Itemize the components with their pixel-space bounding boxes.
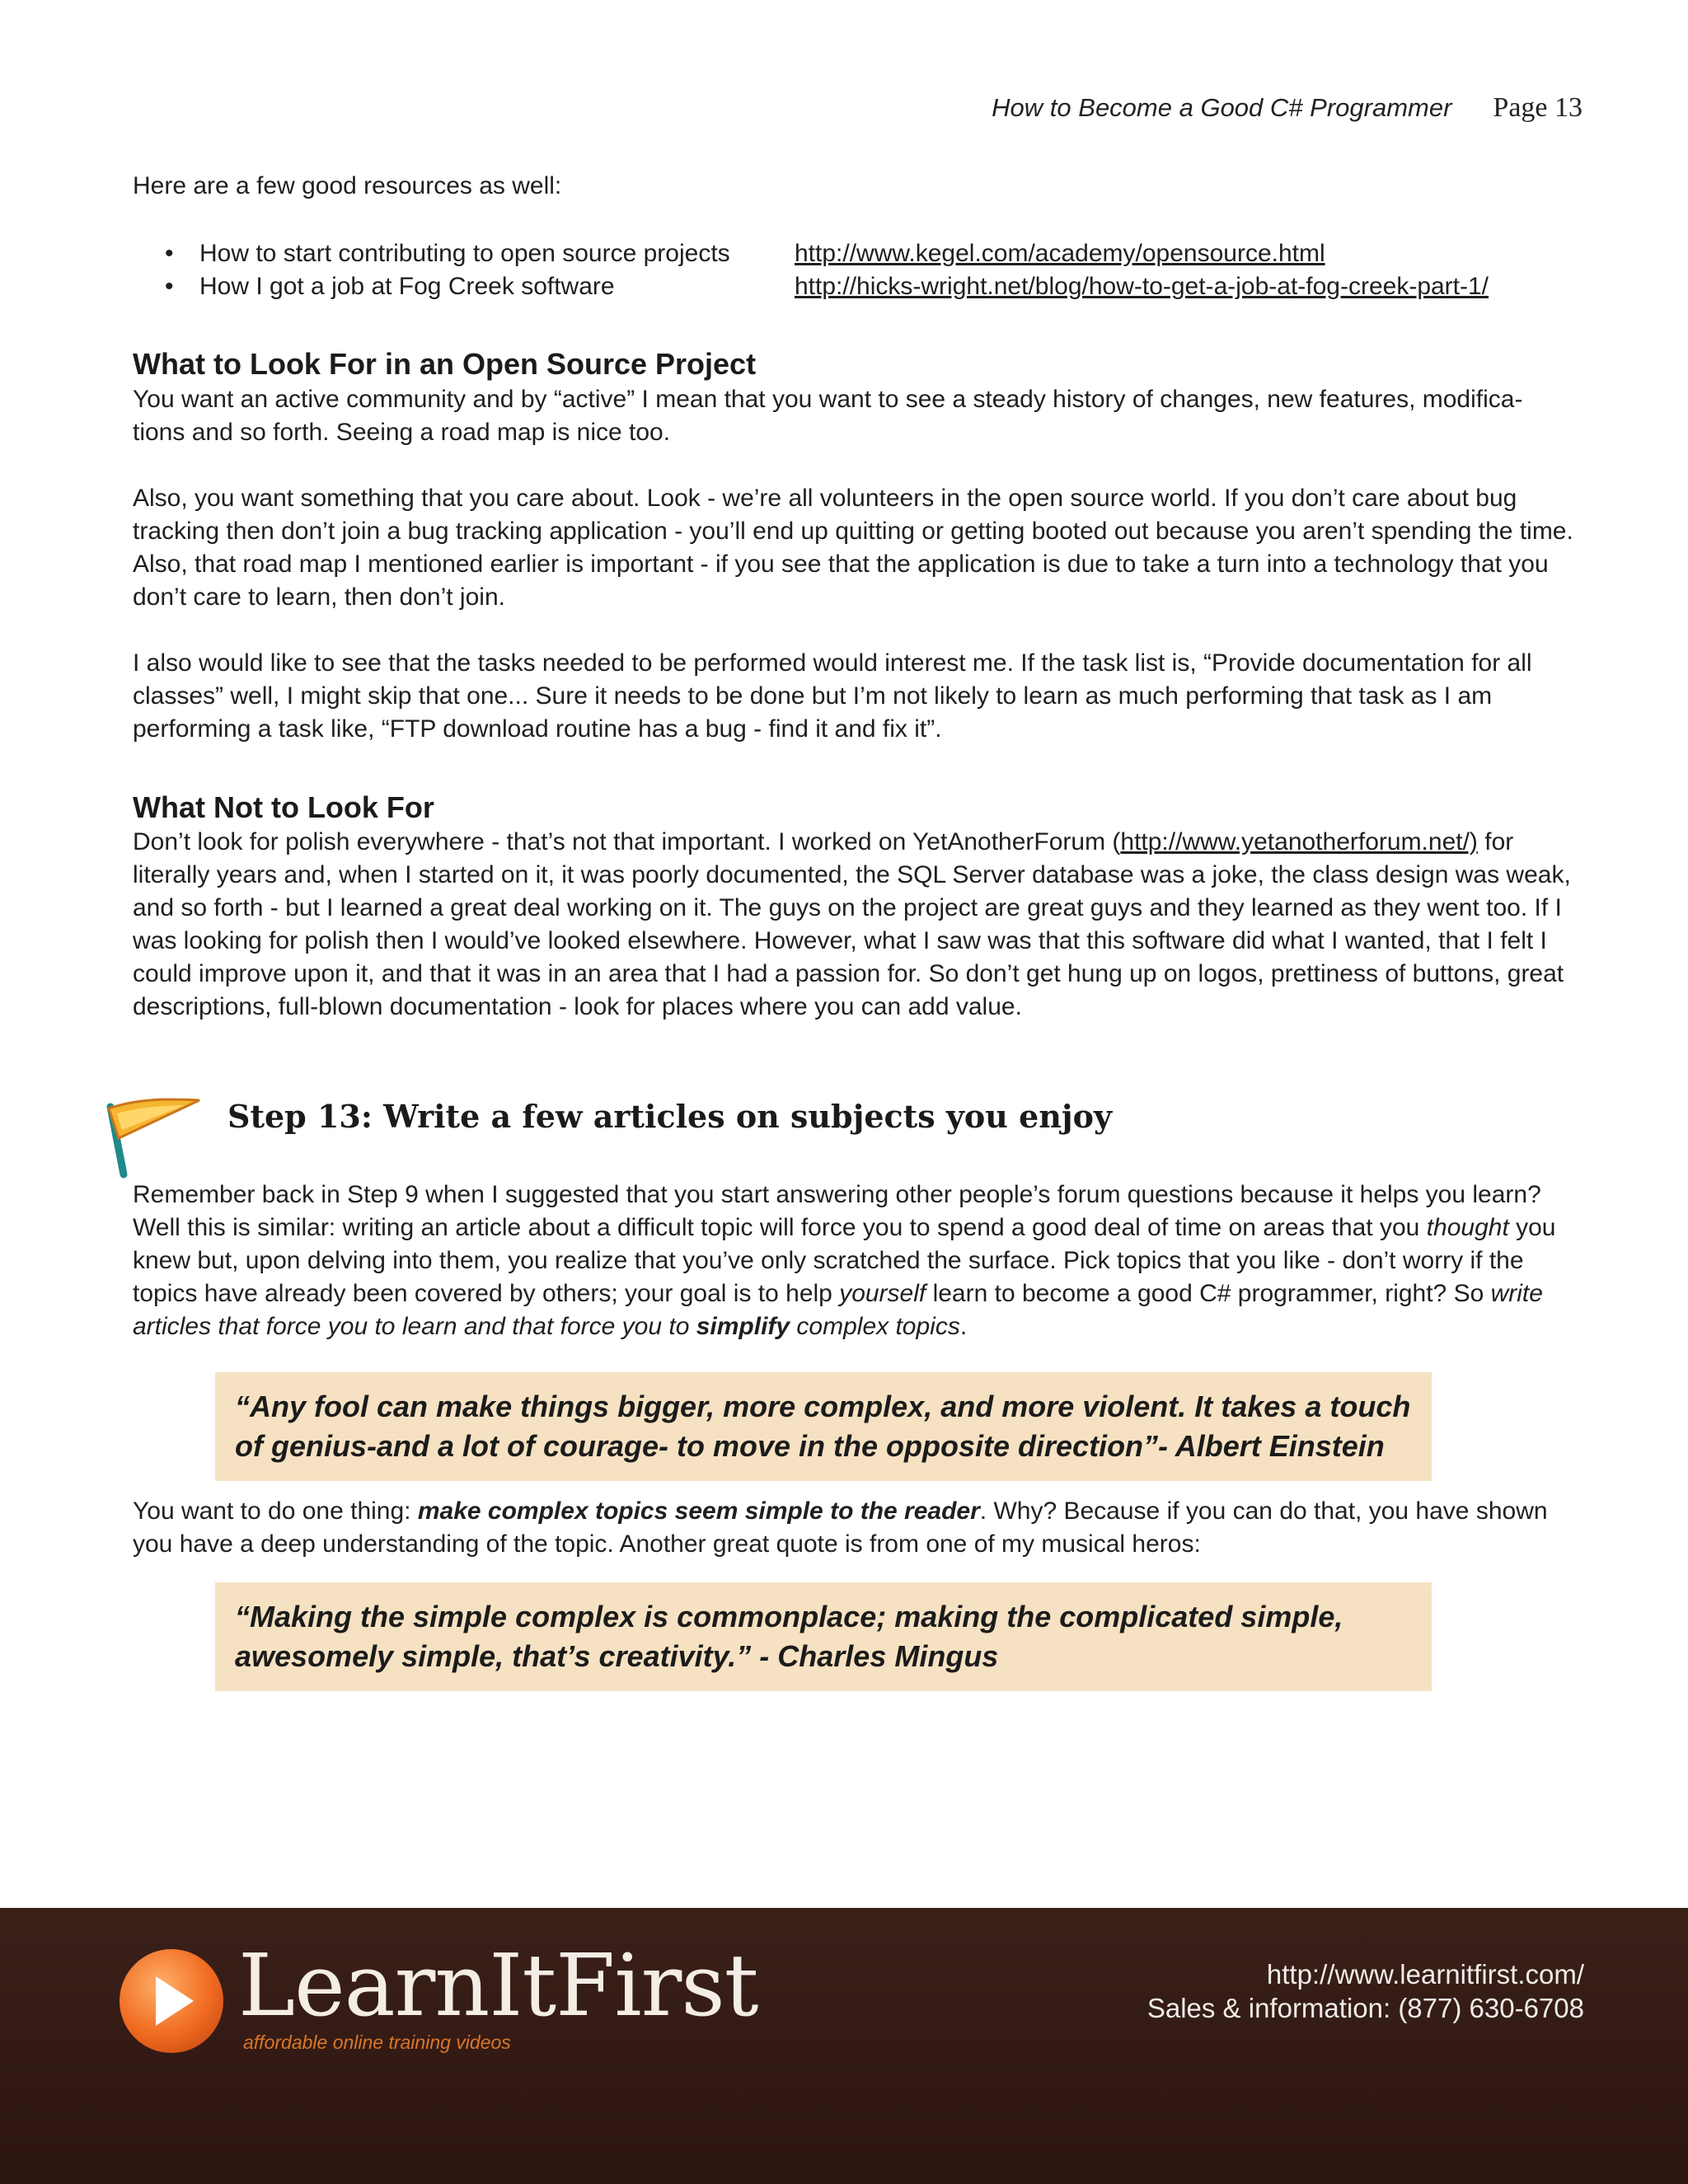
strong-emphasis: make complex topics seem simple to the reader (417, 1497, 980, 1525)
section-heading-look-for: What to Look For in an Open Source Project (133, 347, 757, 381)
paragraph (133, 826, 1583, 1024)
page-number: Page 13 (1493, 92, 1582, 123)
paragraph-text: I also would like to see that the tasks needed to be performed would interest me. If the task list is, “Provide documentation for all classes” well, I might skip that one... Sure it needs to be done but I’m not likely to learn as much performing that task as I am performing a task like, “FTP download routine has a bug - find it and fix it”. (133, 649, 1532, 743)
flag-icon (92, 1092, 208, 1183)
learnitfirst-logo[interactable] (120, 1935, 758, 2054)
paragraph-text (133, 1495, 1583, 1561)
resource-label: How to start contributing to open source projects (199, 240, 730, 267)
play-logo-icon (120, 1949, 223, 2053)
paragraph (133, 1179, 1583, 1343)
text-run: for literally years and, when I started on it, it was poorly documented, the SQL Server database was a joke, the class design was weak, and so forth - but I learned a great deal working on it. The guys on the project are great guys and they learned as they went too. If I was looking for polish then I would’ve looked elsewhere. However, what I saw was that this software did what I wanted, that I felt I could improve upon it, and that it was in an area that I had a passion for. So don’t get hung up on logos, prettiness of buttons, great descriptions, full-blown documentation - look for places where you can add value. (133, 828, 1571, 1020)
contact-info (1147, 1957, 1584, 2025)
paragraph-text: Also, you want something that you care about. Look - we’re all volunteers in the open source world. If you don’t care about bug tracking then don’t join a bug tracking application - you’ll end up quitting or getting booted out because you aren’t spending the time. Also, that road map I mentioned earlier is important - if you see that the application is due to take a turn into a technology that you don’t care to learn, then don’t join. (133, 485, 1573, 611)
strong-emphasis: simplify (696, 1313, 790, 1340)
text-run: Remember back in Step 9 when I suggested that you start answering other people’s forum questions because it helps you learn? Well this is similar: writing an article about a difficult topic will force you to spend a good deal of time on areas that you (133, 1181, 1541, 1241)
resource-link[interactable]: http://hicks-wright.net/blog/how-to-get-a-job-at-fog-creek-part-1/ (795, 273, 1489, 300)
resource-link[interactable]: http://www.kegel.com/academy/opensource.html (795, 240, 1325, 267)
text-run: Don’t look for polish everywhere - that’s not that important. I worked on YetAnotherForum ( (133, 828, 1121, 855)
paragraph (133, 647, 1583, 746)
text-run: . Why? Because if you can do that, you have shown you have a deep understanding of the topic. Another great quote is from one of my musical heros: (133, 1497, 1548, 1558)
section-heading-not-look-for: What Not to Look For (133, 790, 434, 824)
emphasis: write articles that force you to learn and that force you to (133, 1280, 1543, 1340)
quote-einstein: “Any fool can make things bigger, more complex, and more violent. It takes a touch of genius-and a lot of courage- to move in the opposite direction”- Albert Einstein (215, 1372, 1432, 1481)
logo-name: LearnItFirst (238, 1935, 758, 2036)
play-triangle (156, 1976, 194, 2026)
yetanotherforum-link[interactable]: http://www.yetanotherforum.net/) (1120, 828, 1478, 855)
text-run: You want to do one thing: (133, 1497, 418, 1525)
resources-list (165, 237, 1566, 303)
sales-phone: Sales & information: (877) 630-6708 (1146, 1993, 1584, 2023)
paragraph-line: You want an active community and by “active” I mean that you want to see a steady history of changes, new features, modifica- (133, 386, 1523, 413)
quote-mingus: “Making the simple complex is commonplace; making the complicated simple, awesomely simple, that’s creativity.” - Charles Mingus (215, 1582, 1432, 1691)
resources-intro: Here are a few good resources as well: (133, 172, 562, 199)
paragraph (133, 1495, 1583, 1561)
paragraph-line: tions and so forth. Seeing a road map is nice too. (133, 419, 671, 446)
text-run: learn to become a good C# programmer, right? So (926, 1280, 1491, 1307)
emphasis: yourself (839, 1280, 926, 1307)
paragraph-text (133, 1179, 1583, 1343)
paragraph-text (133, 826, 1583, 1024)
resource-label: How I got a job at Fog Creek software (199, 273, 615, 300)
step-title: Step 13: Write a few articles on subjects you enjoy (227, 1098, 1113, 1135)
bullet: • (165, 240, 174, 267)
logo-tagline: affordable online training videos (243, 2032, 511, 2053)
text-run: you knew but, upon delving into them, you realize that you’ve only scratched the surface. Pick topics that you like - don’t worry if the topics have already been covered by others; your goal is to help (133, 1214, 1556, 1307)
page-header (992, 92, 1582, 134)
logo-text (238, 1935, 758, 2054)
text-run: . (959, 1313, 968, 1340)
emphasis: thought (1426, 1214, 1509, 1241)
website-link[interactable]: http://www.learnitfirst.com/ (1266, 1959, 1584, 1990)
page-footer (0, 1908, 1688, 2184)
bullet: • (165, 273, 174, 300)
document-title: How to Become a Good C# Programmer (992, 93, 1452, 122)
paragraph (133, 383, 1583, 449)
paragraph (133, 482, 1583, 614)
list-item (165, 270, 1566, 303)
list-item (165, 237, 1566, 270)
emphasis: complex topics (790, 1313, 960, 1340)
